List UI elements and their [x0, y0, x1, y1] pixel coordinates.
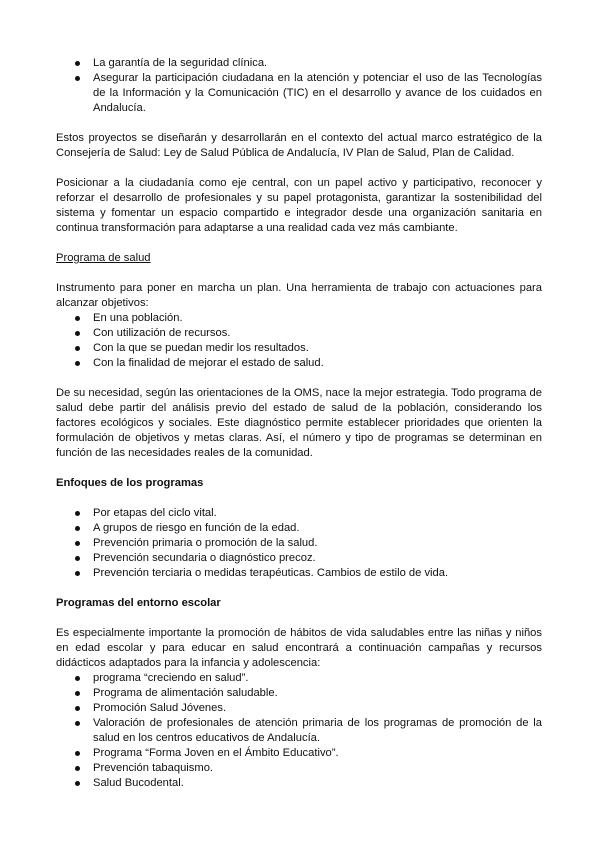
- paragraph-marco-estrategico: Estos proyectos se diseñarán y desarrollarán en el contexto del actual marco estratégico de la Consejería de Salud: Ley de Salud Pública de Andalucía, IV Plan de Salud, Plan de Calidad.: [56, 132, 542, 159]
- list-item: Con utilización de recursos.: [56, 326, 542, 341]
- enfoques-bullet-list: [56, 506, 542, 581]
- list-item: La garantía de la seguridad clínica.: [56, 56, 542, 71]
- paragraph-escolar: Es especialmente importante la promoción de hábitos de vida saludables entre las niñas y niños en edad escolar y para educar en salud encontrará a continuación campañas y recursos didácticos adaptados para la infancia y adolescencia:: [56, 627, 542, 669]
- list-item: Asegurar la participación ciudadana en la atención y potenciar el uso de las Tecnologías de la Información y la Comunicación (TIC) en el desarrollo y avance de los cuidados en Andalucía.: [56, 71, 542, 116]
- programa-bullet-list: [56, 311, 542, 371]
- list-item: Prevención primaria o promoción de la salud.: [56, 536, 542, 551]
- list-item: Valoración de profesionales de atención primaria de los programas de promoción de la salud en los centros educativos de Andalucía.: [56, 716, 542, 746]
- list-item: En una población.: [56, 311, 542, 326]
- heading-enfoques: Enfoques de los programas: [56, 477, 204, 489]
- heading-entorno-escolar: Programas del entorno escolar: [56, 597, 221, 609]
- list-item: Prevención terciaria o medidas terapéuticas. Cambios de estilo de vida.: [56, 566, 542, 581]
- list-item: Salud Bucodental.: [56, 776, 542, 791]
- list-item: Por etapas del ciclo vital.: [56, 506, 542, 521]
- list-item: Prevención secundaria o diagnóstico precoz.: [56, 551, 542, 566]
- escolar-bullet-list: [56, 671, 542, 791]
- list-item: Programa “Forma Joven en el Ámbito Educativo”.: [56, 746, 542, 761]
- list-item: Con la que se puedan medir los resultados.: [56, 341, 542, 356]
- paragraph-ciudadania: Posicionar a la ciudadanía como eje central, con un papel activo y participativo, reconocer y reforzar el desarrollo de profesionales y su papel protagonista, garantizar la sostenibilidad del sistema y fomentar un espacio compartido e integrador desde una organización sanitaria en continua transformación para adaptarse a una realidad cada vez más cambiante.: [56, 177, 542, 234]
- paragraph-oms: De su necesidad, según las orientaciones de la OMS, nace la mejor estrategia. Todo programa de salud debe partir del análisis previo del estado de salud de la población, considerando los factores ecológicos y sociales. Este diagnóstico permite establecer prioridades que orienten la formulación de objetivos y metas claras. Así, el número y tipo de programas se determinan en función de las necesidades reales de la comunidad.: [56, 387, 542, 459]
- list-item: programa “creciendo en salud”.: [56, 671, 542, 686]
- list-item: Con la finalidad de mejorar el estado de salud.: [56, 356, 542, 371]
- intro-bullet-list: [56, 56, 542, 116]
- list-item: Prevención tabaquismo.: [56, 761, 542, 776]
- list-item: A grupos de riesgo en función de la edad.: [56, 521, 542, 536]
- heading-programa-de-salud: Programa de salud: [56, 252, 151, 264]
- list-item: Promoción Salud Jóvenes.: [56, 701, 542, 716]
- list-item: Programa de alimentación saludable.: [56, 686, 542, 701]
- paragraph-instrumento: Instrumento para poner en marcha un plan. Una herramienta de trabajo con actuaciones para alcanzar objetivos:: [56, 282, 542, 309]
- document-page: [56, 56, 542, 791]
